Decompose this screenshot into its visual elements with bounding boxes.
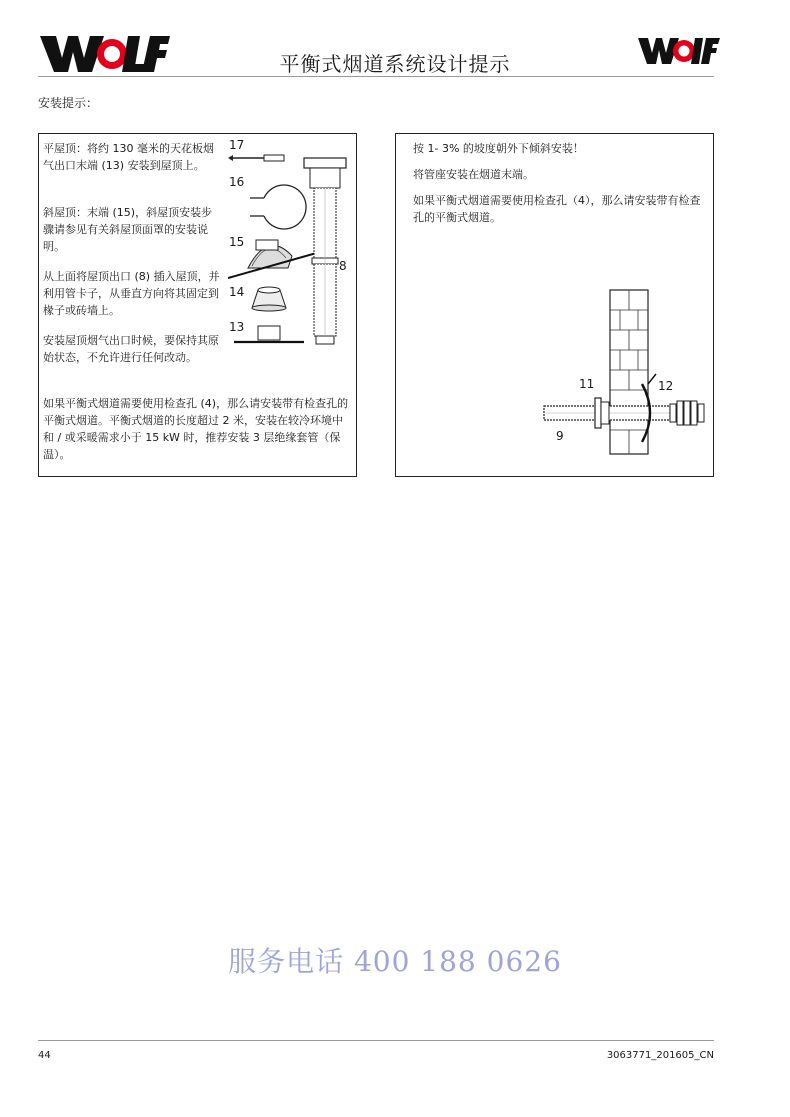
page-title: 平衡式烟道系统设计提示 [279, 52, 511, 76]
flat-roof-collar-icon [252, 287, 286, 311]
inspection-paragraph-right: 如果平衡式烟道需要使用检查孔（4），那么请安装带有检查孔的平衡式烟道。 [413, 194, 701, 224]
section-label: 安装提示： [38, 96, 99, 110]
roof-outlet-pipe-icon [304, 158, 346, 344]
pipe-seat-paragraph: 将管座安装在烟道末端。 [413, 168, 534, 181]
figure-label-8: 8 [339, 259, 347, 273]
wolf-logo-right [638, 38, 720, 64]
figure-label-9: 9 [556, 429, 564, 443]
roof-outlet-diagram [228, 140, 354, 355]
wall-rosette-icon [595, 398, 609, 428]
no-modification-paragraph: 安装屋顶烟气出口时候，要保持其原始状态，不允许进行任何改动。 [43, 334, 219, 364]
flat-roof-base-icon [234, 326, 304, 342]
document-code: 3063771_201605_CN [606, 1050, 714, 1061]
pitched-roof-tile-icon [228, 240, 320, 278]
figure-label-15: 15 [229, 235, 245, 249]
inspection-paragraph-left: 如果平衡式烟道需要使用检查孔 (4)，那么请安装带有检查孔的平衡式烟道。平衡式烟道的长度超过 2 米，安装在较冷环境中和 / 或采暖需求小于 15 kW 时，推荐安装 3 层绝缘套管（保温）。 [43, 397, 349, 461]
pipe-clamp-rod-icon [228, 155, 284, 161]
figure-label-11: 11 [579, 377, 595, 391]
figure-label-14: 14 [229, 285, 245, 299]
figure-label-17: 17 [229, 138, 245, 152]
wall-penetration-diagram [540, 288, 710, 458]
clamp-ring-icon [250, 185, 306, 229]
figure-label-13: 13 [229, 320, 245, 334]
slope-paragraph: 按 1- 3% 的坡度朝外下倾斜安装！ [413, 142, 584, 155]
figure-label-12: 12 [658, 379, 674, 393]
roof-outlet-paragraph: 从上面将屋顶出口 (8) 插入屋顶，并利用管卡子，从垂直方向将其固定到椽子或砖墙上。 [43, 270, 220, 317]
service-hotline-watermark: 服务电话 400 188 0626 [228, 945, 562, 978]
page-number: 44 [38, 1050, 51, 1061]
terminal-cap-icon [670, 401, 704, 425]
header-divider [38, 76, 714, 77]
flat-roof-paragraph: 平屋顶：将约 130 毫米的天花板烟气出口末端 (13) 安装到屋顶上。 [43, 142, 214, 172]
brick-wall-icon [610, 290, 648, 454]
figure-label-16: 16 [229, 175, 245, 189]
footer-divider [38, 1040, 714, 1041]
pitched-roof-paragraph: 斜屋顶：末端 (15)，斜屋顶安装步骤请参见有关斜屋顶面罩的安装说明。 [43, 206, 213, 253]
